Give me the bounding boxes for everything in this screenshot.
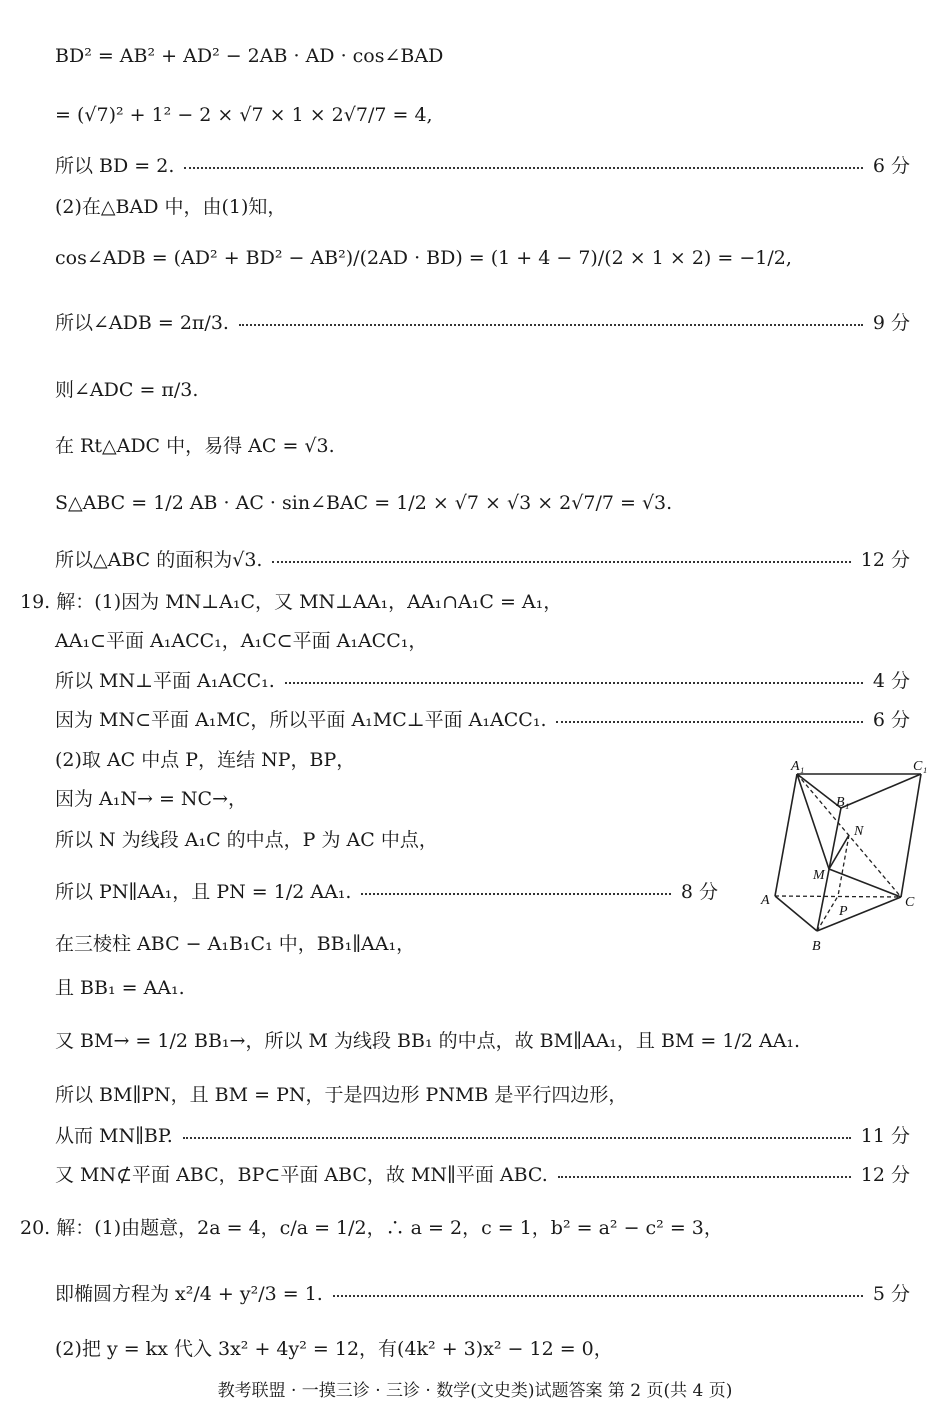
dot-leader	[333, 1295, 863, 1297]
edge-a1a	[775, 774, 797, 896]
text-line: 所以 BM∥PN，且 BM = PN，于是四边形 PNMB 是平行四边形，	[55, 1084, 628, 1106]
edge-ab	[775, 896, 817, 931]
scored-line	[55, 1162, 910, 1188]
dot-leader	[183, 1137, 851, 1139]
line-text: 所以△ABC 的面积为√3.	[55, 549, 263, 571]
label-a1: A₁	[791, 759, 805, 774]
edge-a1b1	[797, 774, 841, 808]
dot-leader	[184, 167, 862, 169]
segment-mc	[829, 869, 901, 897]
scored-line	[55, 879, 718, 905]
score-label: 5 分	[872, 1283, 910, 1305]
label-p: P	[839, 904, 848, 919]
scored-line	[55, 153, 910, 179]
label-a: A	[761, 893, 770, 908]
dot-leader	[285, 682, 863, 684]
text-line: 所以 N 为线段 A₁C 的中点，P 为 AC 中点，	[55, 829, 438, 851]
edge-c1c	[901, 774, 921, 897]
edge-ac	[775, 896, 901, 897]
text-line: 在三棱柱 ABC − A₁B₁C₁ 中，BB₁∥AA₁，	[55, 933, 416, 955]
line-text: 所以 MN⊥平面 A₁ACC₁.	[55, 670, 275, 692]
text-line: 因为 A₁N→ = NC→，	[55, 788, 248, 810]
line-text: 即椭圆方程为 x²/4 + y²/3 = 1.	[55, 1283, 323, 1305]
formula-line: S△ABC = 1/2 AB · AC · sin∠BAC = 1/2 × √7 × √3 × 2√7/7 = √3.	[55, 492, 673, 514]
formula-line: 则∠ADC = π/3.	[55, 379, 199, 401]
line-text: 因为 MN⊂平面 A₁MC，所以平面 A₁MC⊥平面 A₁ACC₁.	[55, 709, 547, 731]
label-m: M	[813, 868, 825, 883]
page-footer: 教考联盟 · 一摸三诊 · 三诊 · 数学(文史类)试题答案 第 2 页(共 4 页)	[217, 1381, 733, 1401]
label-c: C	[905, 895, 915, 910]
text-line: (2)把 y = kx 代入 3x² + 4y² = 12，有(4k² + 3)x² − 12 = 0，	[55, 1338, 613, 1360]
text-line: 在 Rt△ADC 中，易得 AC = √3.	[55, 435, 335, 457]
label-n: N	[854, 824, 864, 839]
dot-leader	[558, 1176, 851, 1178]
edge-b1c1	[841, 774, 921, 808]
score-label: 12 分	[860, 1164, 910, 1186]
edge-bc	[817, 897, 901, 931]
score-label: 4 分	[872, 670, 910, 692]
problem-19-heading: 19. 解：(1)因为 MN⊥A₁C，又 MN⊥AA₁，AA₁∩A₁C = A₁，	[20, 591, 563, 613]
segment-a1m	[797, 774, 829, 869]
formula-line: cos∠ADB = (AD² + BD² − AB²)/(2AD · BD) = (1 + 4 − 7)/(2 × 1 × 2) = −1/2,	[55, 247, 792, 269]
score-label: 12 分	[860, 549, 910, 571]
line-text: 所以 PN∥AA₁，且 PN = 1/2 AA₁.	[55, 881, 352, 903]
prism-figure	[755, 756, 935, 961]
text-line: (2)取 AC 中点 P，连结 NP，BP，	[55, 749, 356, 771]
scored-line	[55, 1281, 910, 1307]
label-c1: C₁	[913, 759, 928, 774]
line-text: 又 MN⊄平面 ABC，BP⊂平面 ABC，故 MN∥平面 ABC.	[55, 1164, 548, 1186]
score-label: 6 分	[872, 709, 910, 731]
score-label: 6 分	[872, 155, 910, 177]
scored-line	[55, 1123, 910, 1149]
dot-leader	[361, 893, 670, 895]
dot-leader	[239, 324, 863, 326]
label-b: B	[812, 939, 821, 954]
formula-line: = (√7)² + 1² − 2 × √7 × 1 × 2√7/7 = 4,	[55, 104, 433, 126]
problem-20-heading: 20. 解：(1)由题意，2a = 4，c/a = 1/2，∴ a = 2，c = 1，b² = a² − c² = 3，	[20, 1217, 723, 1239]
line-text: 所以∠ADB = 2π/3.	[55, 312, 229, 334]
score-label: 8 分	[680, 881, 718, 903]
scored-line	[55, 547, 910, 573]
line-text: 所以 BD = 2.	[55, 155, 175, 177]
score-label: 11 分	[860, 1125, 910, 1147]
formula-line: 又 BM→ = 1/2 BB₁→，所以 M 为线段 BB₁ 的中点，故 BM∥AA₁，且 BM = 1/2 AA₁.	[55, 1030, 801, 1052]
score-label: 9 分	[872, 312, 910, 334]
line-text: 从而 MN∥BP.	[55, 1125, 173, 1147]
dot-leader	[272, 561, 850, 563]
text-line: 且 BB₁ = AA₁.	[55, 977, 185, 999]
scored-line	[55, 707, 910, 733]
text-line: (2)在△BAD 中，由(1)知，	[55, 196, 287, 218]
scored-line	[55, 668, 910, 694]
formula-line: BD² = AB² + AD² − 2AB · AD · cos∠BAD	[55, 45, 444, 67]
text-line: AA₁⊂平面 A₁ACC₁，A₁C⊂平面 A₁ACC₁，	[55, 630, 428, 652]
label-b1: B₁	[836, 795, 850, 810]
dot-leader	[556, 721, 862, 723]
scored-line	[55, 310, 910, 336]
